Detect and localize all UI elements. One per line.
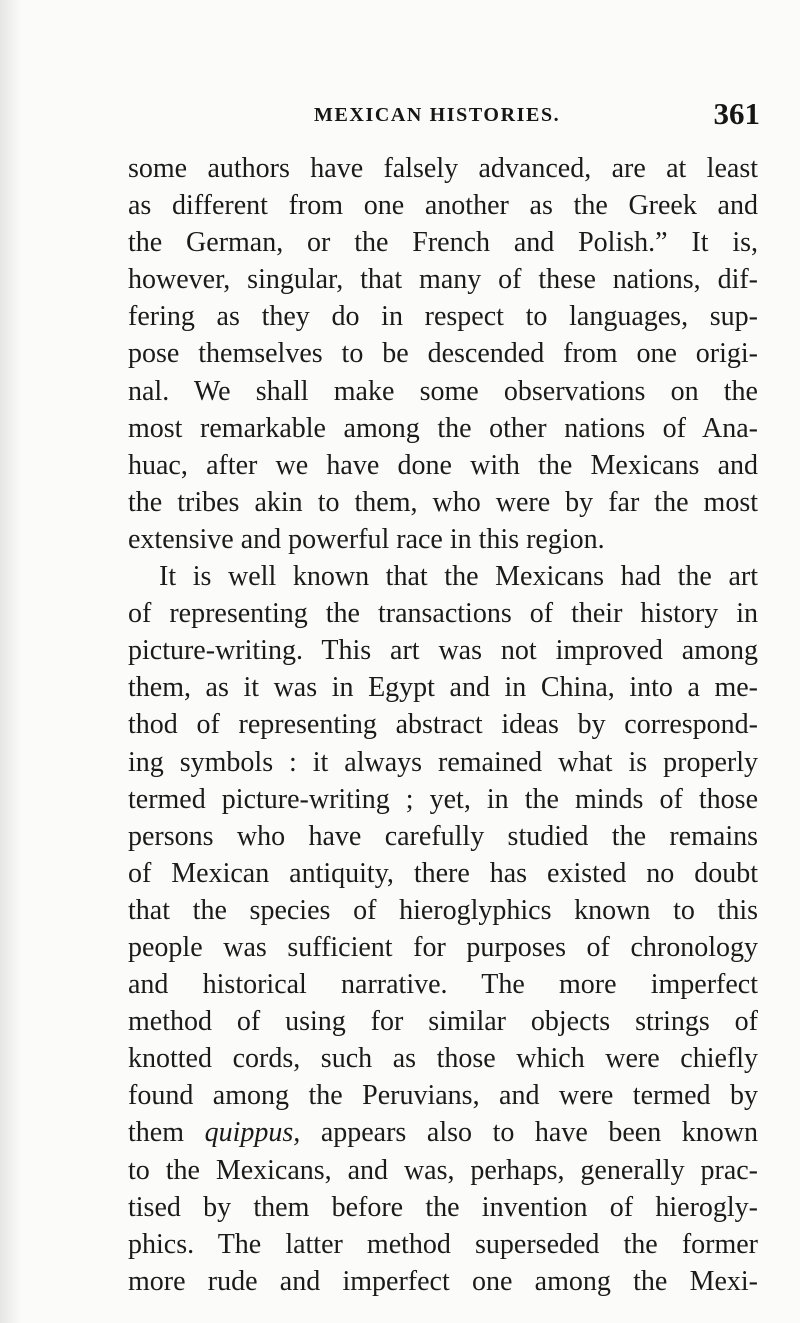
text-line: nal. We shall make some observations on the <box>128 375 758 407</box>
text-line: picture-writing. This art was not improved among <box>128 635 758 667</box>
text-line: thod of representing abstract ideas by correspond- <box>128 709 758 741</box>
text-line: some authors have falsely advanced, are at least <box>128 153 758 184</box>
text-line: huac, after we have done with the Mexicans and <box>128 449 758 481</box>
text-line: most remarkable among the other nations of Ana- <box>128 412 758 444</box>
page-gutter-shadow <box>0 0 22 1323</box>
text-line: knotted cords, such as those which were chiefly <box>128 1043 758 1075</box>
body-text <box>128 150 758 1300</box>
running-title: MEXICAN HISTORIES. <box>314 104 561 126</box>
paragraph-start-line: It is well known that the Mexicans had the art <box>159 561 758 593</box>
text-line: them, as it was in Egypt and in China, into a me- <box>128 672 758 704</box>
text-line: tised by them before the invention of hierogly- <box>128 1191 758 1223</box>
text-line: of Mexican antiquity, there has existed no doubt <box>128 857 758 889</box>
text-line: as different from one another as the Greek and <box>128 190 758 222</box>
text-line: more rude and imperfect one among the Mexi- <box>128 1265 758 1297</box>
italic-term: quippus, <box>204 1117 301 1149</box>
text-line: persons who have carefully studied the remains <box>128 820 758 852</box>
text-line: ing symbols : it always remained what is properly <box>128 746 758 778</box>
running-head <box>128 98 760 138</box>
text-line: the German, or the French and Polish.” It is, <box>128 227 758 259</box>
text-line: the tribes akin to them, who were by far the most <box>128 486 758 518</box>
line-text-before: them <box>128 1117 205 1149</box>
page-number: 361 <box>713 96 760 131</box>
text-line: to the Mexicans, and was, perhaps, generally prac- <box>128 1154 758 1186</box>
text-line: that the species of hieroglyphics known to this <box>128 894 758 926</box>
text-line: termed picture-writing ; yet, in the minds of those <box>128 783 758 815</box>
text-line-with-italic <box>128 1114 758 1151</box>
text-line: found among the Peruvians, and were termed by <box>128 1080 758 1112</box>
text-line: phics. The latter method superseded the former <box>128 1228 758 1260</box>
text-line: people was sufficient for purposes of chronology <box>128 931 758 963</box>
text-line: pose themselves to be descended from one origi- <box>128 338 758 370</box>
text-line: method of using for similar objects strings of <box>128 1006 758 1038</box>
text-line: fering as they do in respect to languages, sup- <box>128 301 758 333</box>
text-line: of representing the transactions of their history in <box>128 598 758 630</box>
line-text-after: appears also to have been known <box>300 1117 758 1149</box>
text-line: and historical narrative. The more imperfect <box>128 969 758 1001</box>
text-line: however, singular, that many of these nations, dif- <box>128 264 758 296</box>
paragraph-end-line: extensive and powerful race in this region. <box>128 523 605 555</box>
